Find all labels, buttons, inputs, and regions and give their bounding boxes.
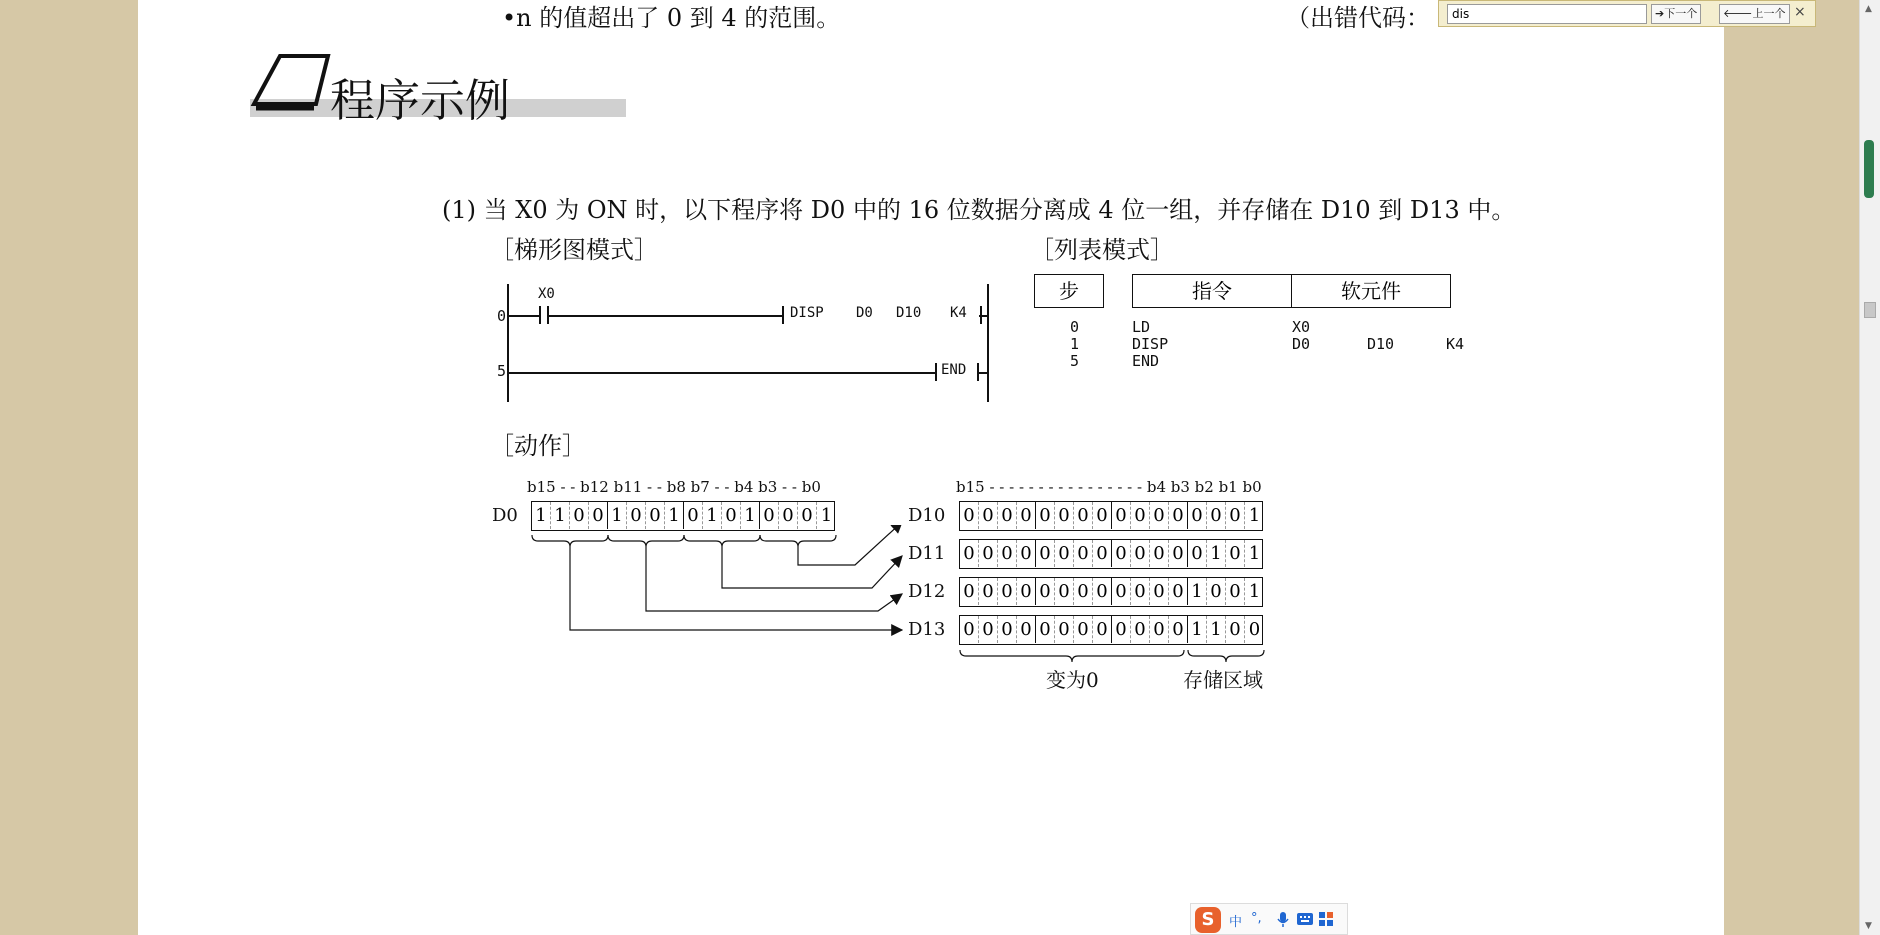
- bit-cell: 0: [1093, 616, 1112, 643]
- ime-punctuation-toggle[interactable]: °,: [1251, 911, 1262, 926]
- bit-cell: 0: [684, 502, 703, 529]
- ime-mode-toggle[interactable]: 中: [1229, 915, 1243, 930]
- bit-cell: 0: [998, 616, 1017, 643]
- bit-cell: 0: [1036, 616, 1055, 643]
- close-icon[interactable]: ×: [1794, 4, 1806, 20]
- bit-cell: 1: [551, 502, 570, 529]
- bit-cell: 0: [722, 502, 741, 529]
- bit-cell: 0: [1055, 616, 1074, 643]
- bit-cell: 1: [1248, 543, 1261, 564]
- example-1-text: (1) 当 X0 为 ON 时，以下程序将 D0 中的 16 位数据分离成 4 位一组，并存储在 D10 到 D13 中。: [442, 196, 1516, 224]
- bit-cell: 0: [1093, 578, 1112, 605]
- dst-label-d10: D10: [908, 505, 946, 526]
- instr-end: END: [941, 362, 967, 378]
- bit-cell: 0: [1131, 616, 1150, 643]
- scrollbar-thumb[interactable]: [1864, 140, 1874, 198]
- arrow-right-icon: ➔: [1655, 7, 1665, 20]
- operation-heading: ［动作］: [490, 432, 586, 460]
- bit-cell: 0: [1150, 616, 1169, 643]
- instr-disp: DISP: [790, 305, 824, 321]
- list-row-dev: X0: [1292, 318, 1311, 336]
- bit-cell: 0: [1036, 502, 1055, 529]
- bit-cell: 1: [1207, 616, 1226, 643]
- bit-cell: 1: [1188, 578, 1207, 605]
- bit-cell: 0: [1055, 502, 1074, 529]
- list-table: [1034, 274, 1474, 384]
- bit-cell: 0: [627, 502, 646, 529]
- instr-d0: D0: [856, 305, 873, 321]
- bit-cell: 0: [1074, 616, 1093, 643]
- bit-transfer-arrows: [520, 525, 1270, 675]
- bit-cell: 0: [1188, 502, 1207, 529]
- bit-cell: 0: [1055, 578, 1074, 605]
- bit-cell: 1: [741, 502, 760, 529]
- bit-cell: 0: [979, 578, 998, 605]
- find-next-label: 下一个: [1664, 7, 1698, 20]
- bit-cell: 0: [1017, 502, 1036, 529]
- mic-icon[interactable]: [1277, 912, 1289, 928]
- bit-cell: 0: [979, 540, 998, 567]
- bit-cell: 0: [960, 616, 979, 643]
- src-bit-header: b15 - - b12 b11 - - b8 b7 - - b4 b3 - - b0: [527, 478, 821, 496]
- list-row-dev: K4: [1446, 335, 1465, 353]
- list-row-step: 5: [1070, 352, 1080, 370]
- bit-cell: 0: [1017, 540, 1036, 567]
- scroll-down-icon[interactable]: ▼: [1865, 921, 1872, 931]
- bit-cell: 0: [960, 540, 979, 567]
- bit-cell: 0: [1169, 578, 1188, 605]
- list-row-step: 1: [1070, 335, 1080, 353]
- list-row-dev: D10: [1367, 335, 1395, 353]
- no-contact-symbol: [539, 306, 549, 324]
- ladder-step-5: 5: [497, 362, 507, 380]
- scroll-up-icon[interactable]: ▲: [1865, 4, 1872, 14]
- bit-cell: 0: [1036, 578, 1055, 605]
- bit-cell: 0: [1226, 616, 1245, 643]
- storage-area-note: 存储区域: [1183, 668, 1263, 692]
- instr-k4: K4: [950, 305, 967, 321]
- bit-cell: 0: [1188, 540, 1207, 567]
- section-title: 程序示例: [330, 74, 511, 127]
- bit-cell: 0: [1226, 540, 1245, 567]
- bit-cell: 0: [979, 502, 998, 529]
- bit-cell: 0: [1112, 540, 1131, 567]
- ime-toolbar: [1190, 903, 1348, 935]
- list-row-instr: END: [1132, 352, 1160, 370]
- bit-cell: 0: [1150, 578, 1169, 605]
- bit-cell: 0: [960, 578, 979, 605]
- zero-note: 变为0: [1046, 668, 1099, 692]
- src-register-label: D0: [492, 505, 518, 526]
- range-error-note: •n 的值超出了 0 到 4 的范围。: [502, 4, 841, 32]
- bit-cell: 1: [1248, 505, 1261, 526]
- dst-label-d11: D11: [908, 543, 946, 564]
- bit-cell: 0: [570, 502, 589, 529]
- ladder-diagram: [490, 280, 1000, 410]
- bit-cell: 1: [1248, 581, 1261, 602]
- bit-cell: 0: [1017, 616, 1036, 643]
- list-header-instruction: 指令: [1132, 274, 1292, 308]
- bit-cell: 1: [665, 502, 684, 529]
- bit-cell: 1: [532, 502, 551, 529]
- bit-cell: 0: [1112, 502, 1131, 529]
- arrow-left-icon: 🡐: [1723, 7, 1753, 20]
- bit-cell: 0: [1150, 540, 1169, 567]
- bit-cell: 0: [979, 616, 998, 643]
- find-prev-label: 上一个: [1752, 7, 1786, 20]
- bit-cell: 1: [703, 502, 722, 529]
- bit-cell: 0: [1226, 578, 1245, 605]
- bit-cell: 0: [1248, 619, 1261, 640]
- heading-slash-icon: [250, 52, 332, 112]
- bit-cell: 0: [760, 502, 779, 529]
- list-row-dev: D0: [1292, 335, 1311, 353]
- find-input[interactable]: [1447, 4, 1647, 24]
- find-bar: [1438, 0, 1816, 27]
- dst-label-d13: D13: [908, 619, 946, 640]
- bit-cell: 0: [1074, 578, 1093, 605]
- bit-cell: 1: [1207, 540, 1226, 567]
- bit-cell: 0: [1169, 502, 1188, 529]
- bit-cell: 0: [1131, 502, 1150, 529]
- scrollbar-marker: [1864, 302, 1876, 318]
- bit-cell: 0: [589, 502, 608, 529]
- bit-cell: 0: [1074, 502, 1093, 529]
- bit-cell: 0: [1112, 578, 1131, 605]
- bit-cell: 0: [1207, 502, 1226, 529]
- bit-cell: 0: [798, 502, 817, 529]
- ladder-step-0: 0: [497, 307, 507, 325]
- bit-cell: 1: [820, 505, 833, 526]
- bit-cell: 0: [1112, 616, 1131, 643]
- bit-cell: 0: [960, 502, 979, 529]
- bit-cell: 0: [998, 502, 1017, 529]
- bit-cell: 0: [1169, 540, 1188, 567]
- list-row-step: 0: [1070, 318, 1080, 336]
- bit-cell: 0: [998, 540, 1017, 567]
- bit-cell: 1: [608, 502, 627, 529]
- list-row-instr: LD: [1132, 318, 1151, 336]
- bit-cell: 0: [646, 502, 665, 529]
- vertical-scrollbar[interactable]: [1859, 0, 1880, 935]
- bit-cell: 0: [1131, 578, 1150, 605]
- error-code-label: （出错代码：: [1286, 4, 1430, 32]
- grid-icon[interactable]: [1319, 912, 1333, 926]
- instr-d10: D10: [896, 305, 922, 321]
- ladder-heading: ［梯形图模式］: [490, 236, 658, 264]
- bit-cell: 0: [1055, 540, 1074, 567]
- list-row-instr: DISP: [1132, 335, 1169, 353]
- bit-cell: 0: [1093, 540, 1112, 567]
- bit-cell: 0: [1017, 578, 1036, 605]
- list-header-device: 软元件: [1291, 274, 1451, 308]
- bit-cell: 0: [1150, 502, 1169, 529]
- bit-cell: 1: [1188, 616, 1207, 643]
- bit-cell: 0: [1093, 502, 1112, 529]
- bit-cell: 0: [1131, 540, 1150, 567]
- find-prev-button[interactable]: [1719, 4, 1790, 24]
- contact-label: X0: [538, 286, 555, 302]
- bit-cell: 0: [1074, 540, 1093, 567]
- manual-page: [138, 0, 1724, 935]
- bit-cell: 0: [1207, 578, 1226, 605]
- bit-cell: 0: [1036, 540, 1055, 567]
- bit-cell: 0: [779, 502, 798, 529]
- dst-label-d12: D12: [908, 581, 946, 602]
- dst-bit-header: b15 - - - - - - - - - - - - - - - - b4 b3 b2 b1 b0: [956, 478, 1262, 496]
- list-header-step: 步: [1034, 274, 1104, 308]
- keyboard-icon[interactable]: [1297, 913, 1313, 925]
- bit-cell: 0: [1226, 502, 1245, 529]
- bit-cell: 0: [998, 578, 1017, 605]
- find-next-button[interactable]: [1651, 4, 1701, 24]
- list-heading: ［列表模式］: [1030, 236, 1174, 264]
- sogou-logo-icon[interactable]: S: [1195, 907, 1221, 933]
- bit-cell: 0: [1169, 616, 1188, 643]
